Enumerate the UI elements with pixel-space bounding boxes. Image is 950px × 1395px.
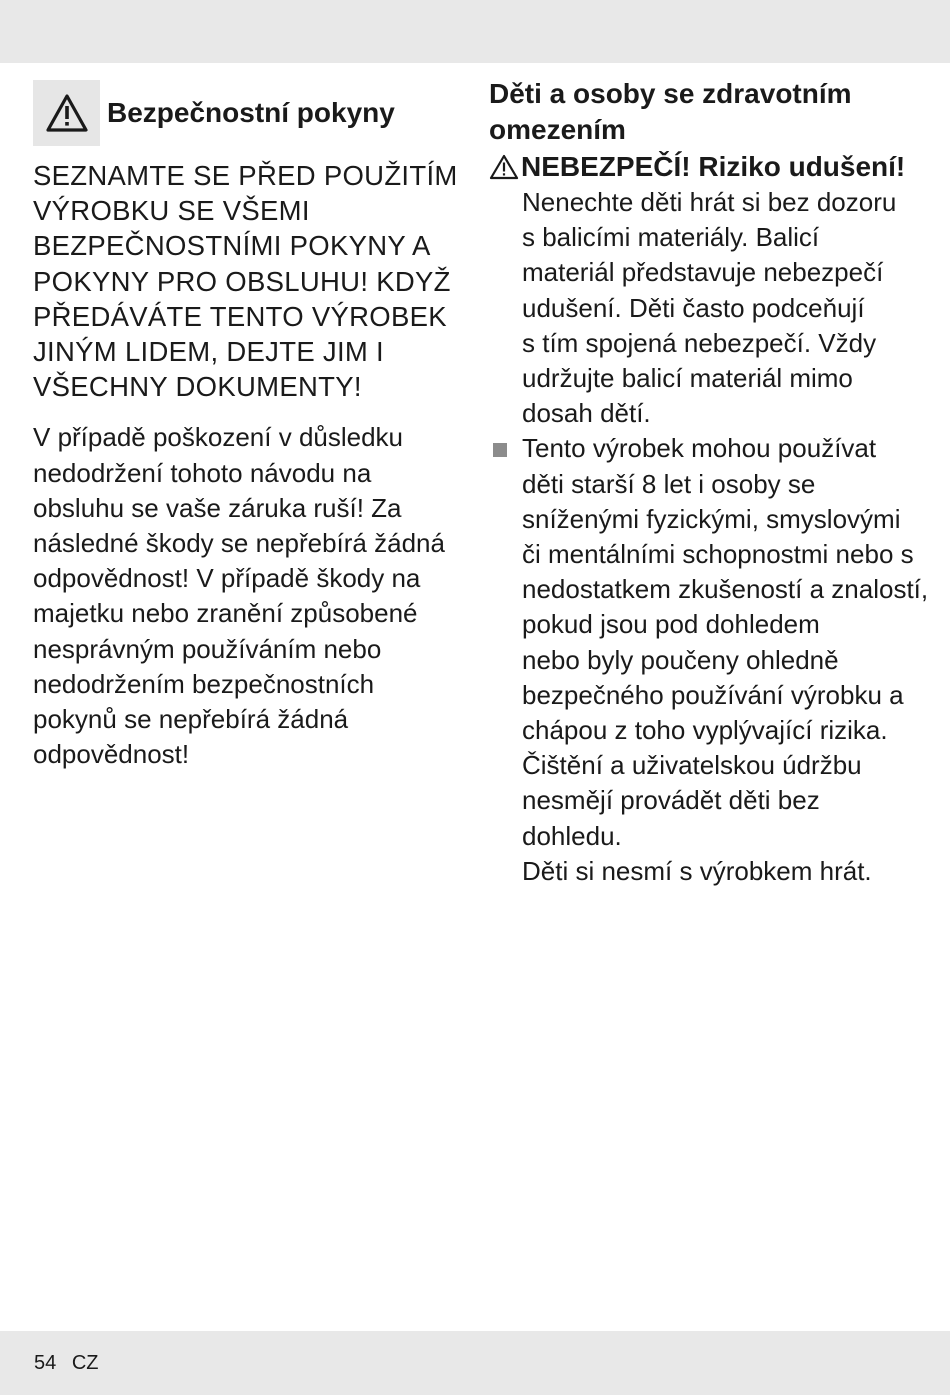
title-line: omezením: [489, 113, 626, 145]
top-bar: [0, 0, 950, 63]
bullet-square-icon: [493, 443, 507, 457]
caps-line: BEZPEČNOSTNÍMI POKYNY A: [33, 230, 431, 262]
bullet-line: nebo byly poučeny ohledně: [522, 644, 839, 675]
caps-line: JINÝM LIDEM, DEJTE JIM I: [33, 336, 384, 368]
bullet-line: Čištění a uživatelskou údržbu: [522, 750, 862, 781]
warning-icon-box: [33, 80, 100, 146]
bullet-line: či mentálními schopnostmi nebo s: [522, 539, 914, 570]
section-header: [33, 80, 453, 146]
danger-line: udušení. Děti často podceňují: [522, 292, 865, 323]
page-number: 54: [34, 1352, 57, 1374]
danger-text: [522, 185, 929, 431]
footer: [34, 1352, 108, 1375]
caps-line: POKYNY PRO OBSLUHU! KDYŽ: [33, 265, 451, 297]
danger-line: materiál představuje nebezpečí: [522, 257, 884, 288]
warning-icon: [45, 93, 89, 133]
bullet-line: Děti si nesmí s výrobkem hrát.: [522, 855, 872, 886]
para-line: V případě poškození v důsledku: [33, 422, 404, 453]
para-line: odpovědnost!: [33, 739, 190, 770]
warranty-paragraph: [33, 420, 453, 772]
danger-line: udržujte balicí materiál mimo: [522, 363, 853, 394]
caps-line: VŠECHNY DOKUMENTY!: [33, 371, 362, 403]
para-line: odpovědnost! V případě škody na: [33, 563, 421, 594]
para-line: majetku nebo zranění způsobené: [33, 598, 418, 629]
danger-line: s tím spojená nebezpečí. Vždy: [522, 327, 877, 358]
danger-heading: [489, 149, 929, 185]
bullet-line: bezpečného používání výrobku a: [522, 679, 904, 710]
para-line: nesprávným používáním nebo: [33, 633, 382, 664]
bullet-item: [522, 431, 929, 889]
caps-warning: [33, 158, 458, 404]
caps-line: VÝROBKU SE VŠEMI: [33, 195, 310, 227]
warning-icon: [489, 154, 519, 180]
bullet-line: děti starší 8 let i osoby se: [522, 468, 816, 499]
bullet-line: dohledu.: [522, 820, 622, 851]
danger-label: NEBEZPEČÍ! Riziko udušení!: [521, 151, 906, 182]
bullet-line: nedostatkem zkušeností a znalostí,: [522, 574, 929, 605]
danger-line: Nenechte děti hrát si bez dozoru: [522, 187, 897, 217]
para-line: nedodržení tohoto návodu na: [33, 457, 372, 488]
para-line: obsluhu se vaše záruka ruší! Za: [33, 492, 402, 523]
bullet-line: nesmějí provádět děti bez: [522, 785, 820, 816]
danger-line: dosah dětí.: [522, 398, 651, 429]
children-section-title: [489, 76, 929, 147]
left-column: [33, 80, 458, 772]
caps-line: SEZNAMTE SE PŘED POUŽITÍM: [33, 160, 458, 191]
para-line: následné škody se nepřebírá žádná: [33, 528, 445, 559]
para-line: nedodržením bezpečnostních: [33, 668, 375, 699]
bullet-line: sníženými fyzickými, smyslovými: [522, 503, 901, 534]
bullet-line: chápou z toho vyplývající rizika.: [522, 715, 888, 746]
section-title: Bezpečnostní pokyny: [107, 97, 395, 128]
bullet-line: pokud jsou pod dohledem: [522, 609, 820, 640]
danger-line: s balicími materiály. Balicí: [522, 222, 820, 253]
para-line: pokynů se nepřebírá žádná: [33, 704, 349, 735]
bullet-line: Tento výrobek mohou používat: [522, 433, 877, 464]
footer-bar: [0, 1331, 950, 1395]
title-line: Děti a osoby se zdravotním: [489, 78, 852, 109]
right-column: [489, 76, 929, 889]
caps-line: PŘEDÁVÁTE TENTO VÝROBEK: [33, 300, 447, 332]
language-code: CZ: [71, 1352, 99, 1374]
bullet-first-line: [522, 431, 929, 466]
